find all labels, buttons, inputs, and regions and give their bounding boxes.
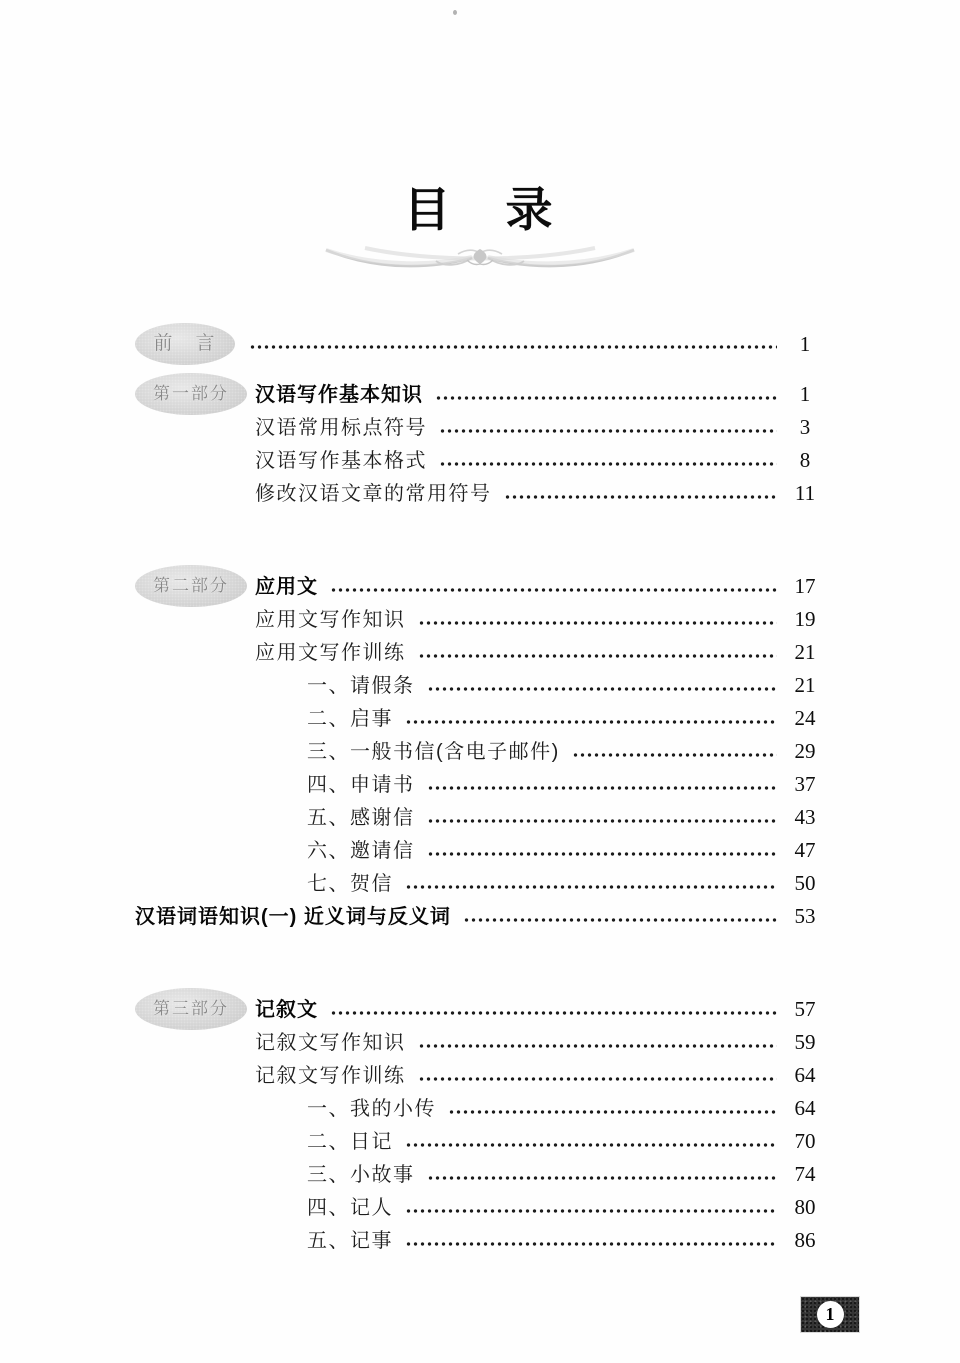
toc-entry-label: 四、记人 <box>307 1196 393 1219</box>
toc-entry-label: 五、感谢信 <box>307 806 415 829</box>
toc-row <box>255 570 823 603</box>
preface-page-number: 1 <box>799 331 811 356</box>
toc-entry-label: 汉语写作基本格式 <box>255 449 427 472</box>
toc-entry-label: 记叙文 <box>255 998 318 1021</box>
toc-entry-label: 七、贺信 <box>307 872 393 895</box>
toc-entry-page: 57 <box>794 997 816 1021</box>
toc-entry-page: 24 <box>794 706 816 730</box>
toc-row <box>255 993 823 1026</box>
folio-badge <box>801 1297 859 1332</box>
dot-leader <box>572 748 777 762</box>
toc-entry-page: 50 <box>794 871 816 895</box>
dot-leader <box>418 1039 778 1053</box>
toc-entry-label: 二、启事 <box>307 707 393 730</box>
toc-row <box>255 603 823 636</box>
section-badge: 第三部分 <box>135 988 247 1030</box>
dot-leader <box>463 913 777 927</box>
toc-section <box>135 570 823 933</box>
toc-row <box>255 735 823 768</box>
dot-leader <box>330 1006 777 1020</box>
toc-entry-label: 二、日记 <box>307 1130 393 1153</box>
dot-leader <box>504 490 778 504</box>
flourish-ornament <box>320 238 640 278</box>
dot-leader <box>427 1171 778 1185</box>
toc-entry-page: 21 <box>794 640 816 664</box>
toc-row <box>255 1092 823 1125</box>
dot-leader <box>405 1204 777 1218</box>
toc-entry-page: 37 <box>794 772 816 796</box>
scan-speck <box>453 10 457 15</box>
table-of-contents <box>135 322 823 1257</box>
toc-row <box>255 444 823 477</box>
toc-row <box>255 411 823 444</box>
page-title: 目 录 <box>403 183 557 236</box>
toc-row <box>255 867 823 900</box>
toc-entry-page: 17 <box>794 574 816 598</box>
toc-entry-label: 三、小故事 <box>307 1163 415 1186</box>
toc-row <box>255 1224 823 1257</box>
dot-leader <box>435 391 777 405</box>
dot-leader <box>418 1072 778 1086</box>
toc-row <box>135 900 823 933</box>
toc-section <box>135 993 823 1257</box>
toc-row <box>255 636 823 669</box>
folio-badge-circle <box>817 1301 844 1328</box>
toc-entry-page: 86 <box>794 1228 816 1252</box>
dot-leader <box>249 340 777 354</box>
preface-row <box>135 322 823 366</box>
toc-entry-page: 64 <box>794 1063 816 1087</box>
folio-number: 1 <box>825 1304 835 1324</box>
toc-sections <box>135 378 823 1257</box>
toc-entry-page: 43 <box>794 805 816 829</box>
section-badge: 第一部分 <box>135 373 247 415</box>
toc-row <box>255 801 823 834</box>
toc-entry-label: 汉语词语知识(一) 近义词与反义词 <box>135 905 451 928</box>
dot-leader <box>427 847 778 861</box>
toc-entry-label: 三、一般书信(含电子邮件) <box>307 740 560 763</box>
toc-entry-page: 1 <box>799 382 811 406</box>
toc-entry-label: 应用文写作知识 <box>255 608 406 631</box>
toc-entry-page: 47 <box>794 838 816 862</box>
toc-entry-label: 一、请假条 <box>307 674 415 697</box>
section-badge: 第二部分 <box>135 565 247 607</box>
toc-entry-page: 29 <box>794 739 816 763</box>
toc-entry-page: 53 <box>794 904 816 928</box>
toc-row <box>255 1158 823 1191</box>
dot-leader <box>439 457 777 471</box>
toc-row <box>255 477 823 510</box>
toc-entry-page: 70 <box>794 1129 816 1153</box>
toc-row <box>255 1026 823 1059</box>
toc-row <box>255 834 823 867</box>
toc-row <box>255 1059 823 1092</box>
toc-entry-page: 8 <box>799 448 811 472</box>
preface-badge: 前 言 <box>135 323 235 365</box>
dot-leader <box>439 424 777 438</box>
toc-entry-label: 六、邀请信 <box>307 839 415 862</box>
toc-entry-label: 应用文写作训练 <box>255 641 406 664</box>
dot-leader <box>418 649 778 663</box>
dot-leader <box>405 715 777 729</box>
toc-entry-label: 四、申请书 <box>307 773 415 796</box>
toc-section <box>135 378 823 510</box>
toc-entry-label: 应用文 <box>255 575 318 598</box>
dot-leader <box>405 1138 777 1152</box>
toc-entry-page: 80 <box>794 1195 816 1219</box>
dot-leader <box>448 1105 777 1119</box>
toc-entry-page: 19 <box>794 607 816 631</box>
toc-entry-page: 21 <box>794 673 816 697</box>
toc-entry-label: 修改汉语文章的常用符号 <box>255 482 492 505</box>
toc-entry-label: 记叙文写作训练 <box>255 1064 406 1087</box>
toc-row <box>255 768 823 801</box>
toc-entry-label: 汉语写作基本知识 <box>255 383 423 406</box>
toc-entry-label: 汉语常用标点符号 <box>255 416 427 439</box>
toc-entry-label: 记叙文写作知识 <box>255 1031 406 1054</box>
toc-entry-page: 3 <box>799 415 811 439</box>
dot-leader <box>427 682 778 696</box>
toc-row <box>255 378 823 411</box>
toc-row <box>255 1125 823 1158</box>
toc-entry-label: 一、我的小传 <box>307 1097 436 1120</box>
toc-entry-label: 五、记事 <box>307 1229 393 1252</box>
toc-entry-page: 74 <box>794 1162 816 1186</box>
dot-leader <box>405 1237 777 1251</box>
dot-leader <box>427 814 778 828</box>
toc-row <box>255 1191 823 1224</box>
dot-leader <box>418 616 778 630</box>
toc-row <box>255 702 823 735</box>
toc-row <box>255 669 823 702</box>
toc-entry-page: 59 <box>794 1030 816 1054</box>
dot-leader <box>330 583 777 597</box>
toc-entry-page: 11 <box>794 481 816 505</box>
dot-leader <box>427 781 778 795</box>
toc-entry-page: 64 <box>794 1096 816 1120</box>
dot-leader <box>405 880 777 894</box>
